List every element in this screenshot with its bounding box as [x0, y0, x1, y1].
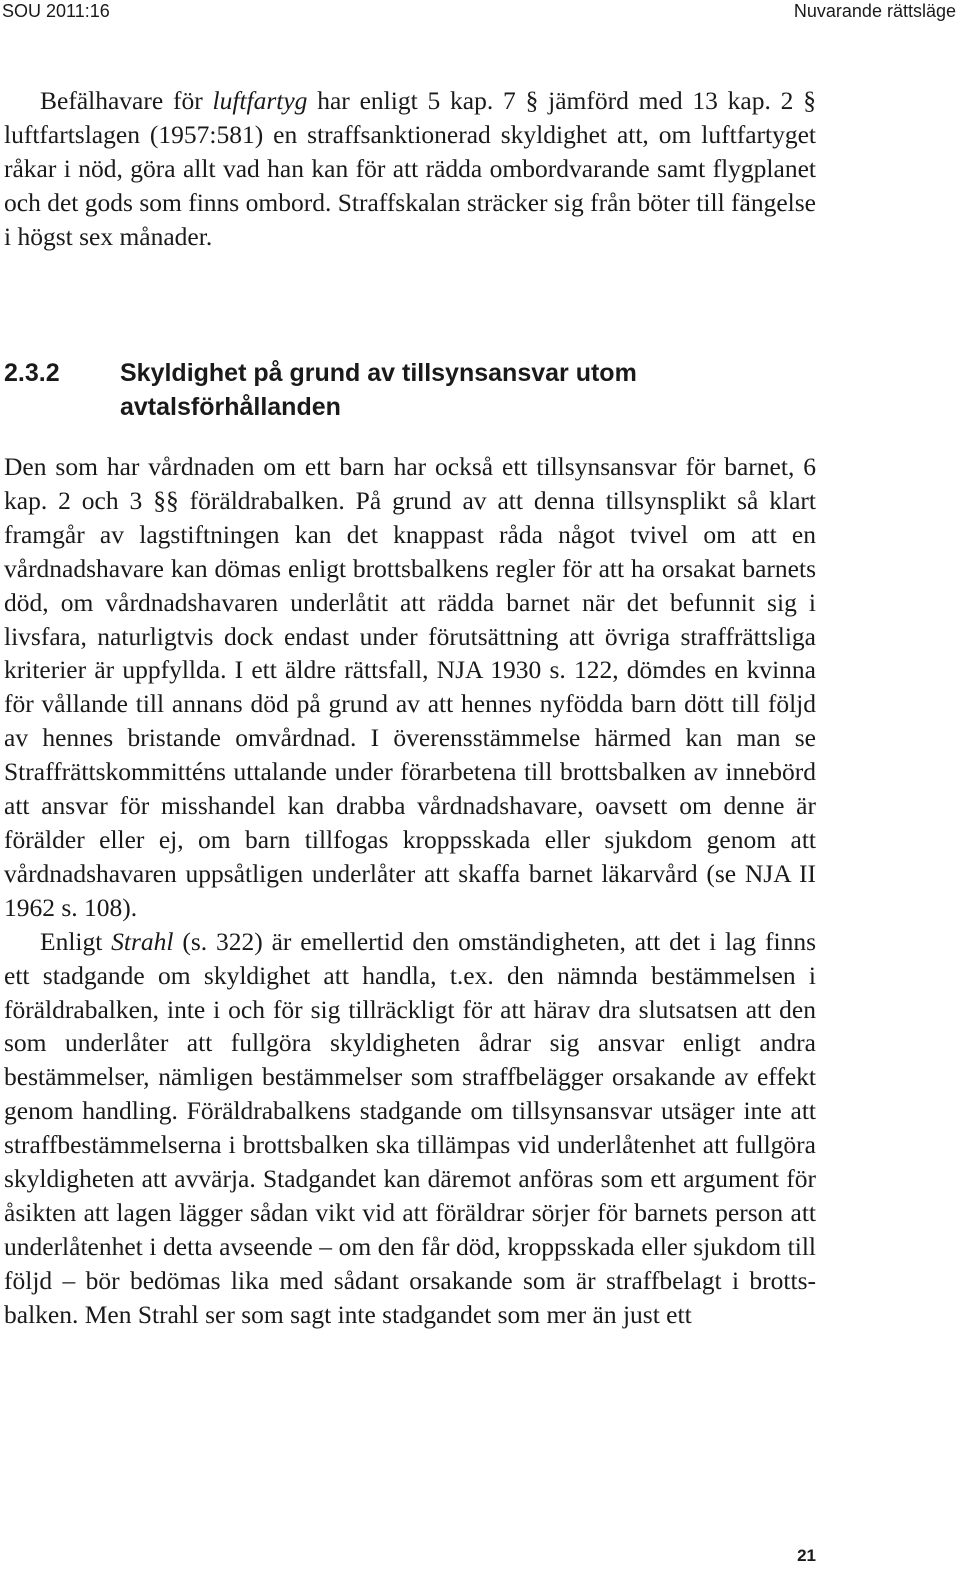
intro-text-part-1: Befälhavare för — [40, 86, 213, 115]
running-header — [0, 0, 960, 26]
intro-italic-term: luftfartyg — [212, 86, 308, 115]
section-number: 2.3.2 — [4, 359, 60, 387]
section-paragraph-2-part-2: (s. 322) är emellertid den omständigheten, att det i lag finns ett stadgande om skyldighet att handla, t.ex. den nämnda bestämmelsen i föräldrabalken, inte i och för sig tillräckligt för att härav dra slutsatsen att den som underlåter att fullgöra skyldigheten ådrar sig ansvar enligt andra bestämmelser, nämligen bestämmelser som straffbelägger orsakande av effekt genom handling. Föräldrabalkens stadgande om tillsynsansvar utsäger inte att straffbestämmelserna i brottsbalken ska tillämpas vid underlåtenhet att fullgöra skyldigheten att avvärja. Stadgandet kan däremot anföras som ett argument för åsikten att lagen lägger sådan vikt vid att föräldrar sörjer för barnets person att underlåtenhet i detta avseende – om den får död, kroppsskada eller sjukdom till följd – bör bedömas lika med sådant orsakande som är straffbelagt i brottsbalken. Men Strahl ser som sagt inte stadgandet som mer än just ett — [4, 926, 816, 1329]
document-series-label: SOU 2011:16 — [2, 1, 110, 21]
chapter-title-label: Nuvarande rättsläge — [793, 1, 956, 21]
page-number: 21 — [797, 1546, 816, 1565]
intro-paragraph — [4, 84, 816, 254]
section-paragraph-2 — [4, 925, 816, 1332]
section-text-block — [4, 450, 816, 1332]
intro-text-part-2: har enligt 5 kap. 7 § jämförd med 13 kap. 2 § luftfartslagen (1957:581) en straffsanktionerad skyldighet att, om luftfartyget råkar i nöd, göra allt vad han kan för att rädda ombordvarande samt flygplanet och det gods som finns ombord. Straffskalan sträcker sig från böter till fängelse i högst sex månader. — [4, 86, 816, 251]
section-title: Skyldighet på grund av tillsynsansvar utom avtalsförhållanden — [120, 359, 637, 421]
section-paragraph-2-italic-name: Strahl — [111, 926, 174, 956]
section-paragraph-1: Den som har vårdnaden om ett barn har också ett tillsynsansvar för barnet, 6 kap. 2 och 3 §§ föräldrabalken. På grund av att denna tillsynsplikt så klart framgår av lagstiftningen kan det knappast råda något tvivel om att en vårdnadshavare kan dömas enligt brottsbalkens regler för att ha orsakat barnets död, om vårdnadshavaren underlåtit att rädda barnet när det befunnit sig i livsfara, naturligtvis dock endast under förutsättning att övriga straffrättsliga kriterier är uppfyllda. I ett äldre rättsfall, NJA 1930 s. 122, dömdes en kvinna för vållande till annans död på grund av att hennes nyfödda barn dött till följd av hennes bristande omvårdnad. I överensstämmelse härmed kan man se Straffrättskommitténs uttalande under förarbetena till brottsbalken av innebörd att ansvar för misshandel kan drabba vårdnadshavare, oavsett om denne är förälder eller ej, om barn tillfogas kroppsskada eller sjukdom genom att vårdnadshavaren uppsåtligen underlåter att skaffa barnet läkarvård (se NJA II 1962 s. 108). — [4, 452, 816, 922]
section-paragraph-2-part-1: Enligt — [40, 926, 112, 956]
intro-text-block — [4, 84, 816, 254]
